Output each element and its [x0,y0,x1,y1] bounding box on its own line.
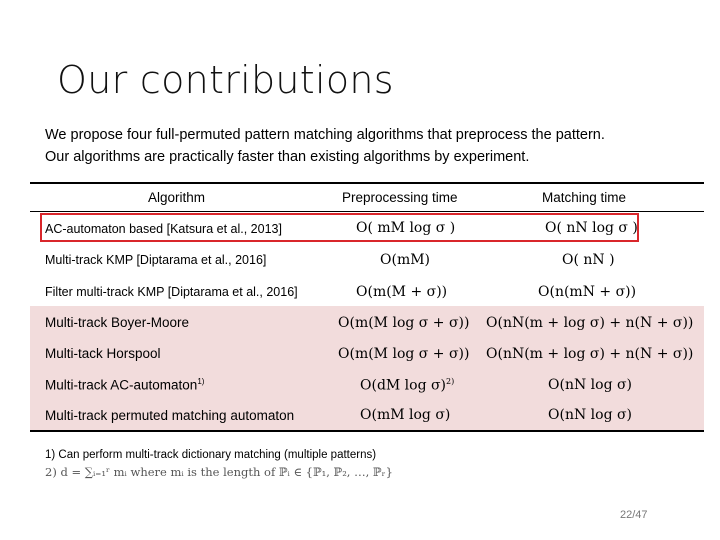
header-preprocessing: Preprocessing time [342,190,458,205]
table-bottom-rule [30,430,704,432]
slide-title: Our contributions [57,58,394,102]
table-row-match: O(nN(m + log σ) + n(N + σ)) [486,346,694,362]
table-row-algorithm: Multi-track Boyer-Moore [45,315,190,330]
footnote-2: 2) d = ∑ᵢ₌₁ʳ mᵢ where mᵢ is the length of ℙᵢ ∈ {ℙ₁, ℙ₂, …, ℙᵣ} [45,465,393,479]
table-row-pre: O(mM) [380,252,431,268]
intro-text [45,124,605,168]
header-algorithm: Algorithm [148,190,206,205]
table-row-match: O( nN log σ ) [545,220,638,236]
footnote-ref-2: 2) [446,377,455,386]
intro-line-1: We propose four full-permuted pattern matching algorithms that preprocess the pattern. [45,127,605,143]
page-number: 22/47 [620,509,648,521]
table-row-algorithm: Multi-track permuted matching automaton [45,408,295,423]
table-header-rule [30,211,704,212]
highlight-box [40,213,639,242]
table-row-pre: O( mM log σ ) [356,220,456,236]
table-row-algorithm: Multi-tack Horspool [45,346,161,361]
table-row-algorithm: AC-automaton based [Katsura et al., 2013] [45,222,282,236]
footnote-ref-1: 1) [197,377,205,386]
table-row-match: O(nN(m + log σ) + n(N + σ)) [486,315,694,331]
table-row-match: O( nN ) [562,252,615,268]
table-row-pre-value: O(dM log σ) [360,377,447,394]
table-row-pre: O(m(M log σ + σ)) [338,315,470,331]
table-row-pre: O(m(M log σ + σ)) [338,346,470,362]
table-row-match: O(nN log σ) [548,407,632,423]
table-row-pre: O(m(M + σ)) [356,284,448,300]
table-row-algorithm [45,377,204,393]
table-row-match: O(nN log σ) [548,377,632,393]
intro-line-2: Our algorithms are practically faster than existing algorithms by experiment. [45,149,530,165]
table-row-algorithm-label: Multi-track AC-automaton [45,377,198,393]
table-row-algorithm: Filter multi-track KMP [Diptarama et al., 2016] [45,285,298,299]
table-top-rule [30,182,704,184]
header-matching: Matching time [542,190,627,205]
table-row-algorithm: Multi-track KMP [Diptarama et al., 2016] [45,253,267,267]
table-row-pre: O(mM log σ) [360,407,451,423]
table-row-pre [360,377,454,394]
footnote-1: 1) Can perform multi-track dictionary matching (multiple patterns) [45,449,377,461]
table-row-match: O(n(mN + σ)) [538,284,637,300]
